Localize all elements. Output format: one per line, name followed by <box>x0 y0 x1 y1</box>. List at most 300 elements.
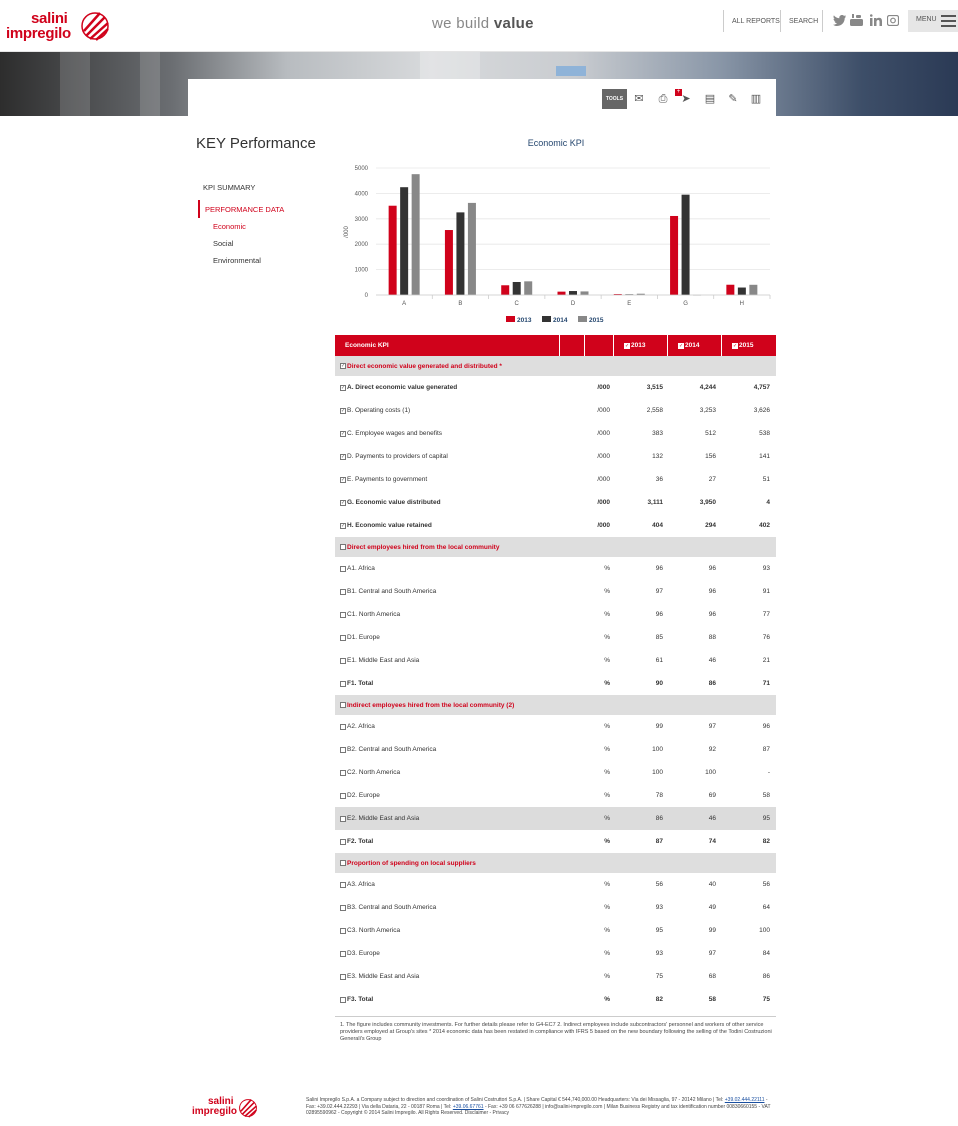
row-value-2015 <box>722 965 770 988</box>
youtube-icon[interactable] <box>850 14 863 26</box>
row-unit-text: % <box>604 769 610 776</box>
row-value-2015 <box>722 603 770 626</box>
menu-button[interactable] <box>908 10 958 32</box>
checkbox[interactable]: ✓ <box>341 499 346 506</box>
row-unit <box>570 649 610 672</box>
row-label <box>340 445 565 468</box>
row-label <box>340 491 565 514</box>
row-unit <box>570 761 610 784</box>
row-label <box>340 468 565 491</box>
row-value-2014 <box>668 468 716 491</box>
tagline-bold: value <box>493 15 534 32</box>
row-value-2013-text: 56 <box>655 881 663 888</box>
hero-stripe <box>60 52 90 116</box>
row-label-text: A1. Africa <box>347 565 375 572</box>
row-value-2015-text: 71 <box>762 680 770 687</box>
row-value-2013-text: 3,515 <box>646 384 663 391</box>
pencil-icon[interactable]: ✎ <box>728 93 738 105</box>
checkbox[interactable] <box>340 839 346 845</box>
row-label <box>340 965 565 988</box>
checkbox[interactable] <box>340 860 346 866</box>
row-label <box>340 514 565 537</box>
row-value-2014 <box>668 376 716 399</box>
section-label-text: Direct employees hired from the local community <box>347 543 500 551</box>
row-unit <box>570 422 610 445</box>
row-value-2013 <box>615 376 663 399</box>
row-unit <box>570 965 610 988</box>
table-row <box>335 649 776 672</box>
row-unit-text: % <box>604 838 610 845</box>
row-value-2015-text: 56 <box>762 881 770 888</box>
row-unit-text: % <box>604 904 610 911</box>
checkbox[interactable]: ✓ <box>679 342 684 349</box>
header-year-2013-text: 2013 <box>631 342 646 349</box>
logo-text-salini: salini <box>31 10 68 27</box>
row-value-2013-text: 383 <box>652 430 663 437</box>
table-section-row <box>335 853 776 873</box>
page-title: KEY Performance <box>196 135 316 152</box>
row-value-2014 <box>668 626 716 649</box>
nav-active-indicator <box>198 200 200 218</box>
bar-2014-H <box>738 288 746 295</box>
table-row <box>335 580 776 603</box>
checkbox[interactable]: ✓ <box>733 342 738 349</box>
row-value-2015-text: - <box>767 769 770 776</box>
checkbox[interactable] <box>340 747 346 753</box>
checkbox[interactable] <box>340 544 346 550</box>
x-tick-label: G <box>683 301 688 307</box>
checkbox[interactable] <box>340 793 346 799</box>
x-tick-label: D <box>570 301 576 307</box>
row-value-2014 <box>668 557 716 580</box>
table-row <box>335 873 776 896</box>
row-value-2014-text: 96 <box>708 611 716 618</box>
row-value-2014 <box>668 715 716 738</box>
add-icon[interactable]: + <box>676 89 681 95</box>
row-value-2013 <box>615 557 663 580</box>
row-value-2015 <box>722 830 770 853</box>
row-value-2013 <box>615 761 663 784</box>
camera-icon[interactable] <box>887 15 899 26</box>
share-icon[interactable]: ➤ <box>681 93 691 105</box>
row-value-2013-text: 96 <box>655 565 663 572</box>
row-label-text: C1. North America <box>347 611 401 618</box>
tagline-prefix: we build <box>432 15 494 32</box>
checkbox[interactable] <box>340 724 346 730</box>
row-label-text: C2. North America <box>347 769 401 776</box>
row-unit-text: /000 <box>597 499 610 506</box>
table-row <box>335 445 776 468</box>
table-row <box>335 399 776 422</box>
table-row <box>335 738 776 761</box>
footer-logo[interactable] <box>192 1097 262 1119</box>
logo-swirl-icon <box>80 9 110 43</box>
table-row <box>335 672 776 695</box>
row-value-2013 <box>615 514 663 537</box>
row-unit <box>570 603 610 626</box>
row-value-2015 <box>722 942 770 965</box>
row-value-2013 <box>615 784 663 807</box>
row-value-2013-text: 97 <box>655 588 663 595</box>
logo-text-impregilo: impregilo <box>6 25 71 42</box>
row-value-2014 <box>668 965 716 988</box>
row-value-2015-text: 76 <box>762 634 770 641</box>
section-label <box>340 537 770 557</box>
print-icon[interactable]: ⎙ <box>658 93 668 105</box>
menu-label: MENU <box>916 16 937 23</box>
nav-economic[interactable]: Economic <box>213 222 246 231</box>
row-value-2014 <box>668 399 716 422</box>
row-label <box>340 376 565 399</box>
checkbox[interactable] <box>340 816 346 822</box>
row-value-2015 <box>722 557 770 580</box>
row-label <box>340 919 565 942</box>
bar-2014-A <box>400 187 408 295</box>
row-value-2013-text: 96 <box>655 611 663 618</box>
row-value-2015 <box>722 988 770 1011</box>
table-row <box>335 491 776 514</box>
row-value-2013-text: 3,111 <box>647 499 663 506</box>
legend-label-2014: 2014 <box>553 317 568 324</box>
x-tick-label: H <box>739 301 745 307</box>
row-unit-text: % <box>604 588 610 595</box>
hamburger-icon <box>941 15 956 27</box>
row-label <box>340 738 565 761</box>
row-value-2013 <box>615 988 663 1011</box>
row-value-2015-text: 100 <box>759 927 770 934</box>
row-value-2014 <box>668 807 716 830</box>
checkbox[interactable] <box>340 589 346 595</box>
row-value-2013 <box>615 649 663 672</box>
row-value-2014 <box>668 580 716 603</box>
footer-phone-link[interactable]: +39.06.67761 <box>452 1103 484 1110</box>
table-row <box>335 942 776 965</box>
column-divider <box>584 335 585 356</box>
row-value-2015-text: 87 <box>762 746 770 753</box>
header-label <box>345 335 545 356</box>
row-unit-text: % <box>604 950 610 957</box>
row-value-2014-text: 4,244 <box>699 384 716 391</box>
tools-button[interactable]: TOOLS <box>602 89 627 109</box>
row-unit <box>570 715 610 738</box>
row-value-2015-text: 91 <box>762 588 770 595</box>
table-row <box>335 761 776 784</box>
checkbox[interactable] <box>340 702 346 708</box>
document-icon[interactable]: ▤ <box>704 93 716 105</box>
row-value-2014 <box>668 761 716 784</box>
row-label <box>340 873 565 896</box>
row-label <box>340 557 565 580</box>
row-value-2015-text: 58 <box>762 792 770 799</box>
section-label-text: Indirect employees hired from the local community (2) <box>347 701 515 709</box>
row-value-2015-text: 538 <box>759 430 770 437</box>
row-label-text: D3. Europe <box>347 950 380 957</box>
checkbox[interactable]: ✓ <box>341 476 346 483</box>
column-divider <box>559 335 560 356</box>
row-label <box>340 784 565 807</box>
row-value-2014-text: 97 <box>708 723 716 730</box>
table-row <box>335 965 776 988</box>
table-row <box>335 919 776 942</box>
checkbox[interactable]: ✓ <box>341 430 346 437</box>
row-value-2013 <box>615 919 663 942</box>
row-unit-text: /000 <box>597 384 610 391</box>
checkbox[interactable] <box>340 951 346 957</box>
row-value-2015-text: 402 <box>759 522 770 529</box>
chart-title: Economic KPI <box>527 138 585 148</box>
bar-2015-D <box>581 291 589 295</box>
twitter-icon[interactable] <box>833 15 846 26</box>
row-unit-text: /000 <box>597 476 610 483</box>
row-value-2013 <box>615 399 663 422</box>
row-unit <box>570 738 610 761</box>
nav-social[interactable]: Social <box>213 239 234 248</box>
row-label <box>340 942 565 965</box>
row-label <box>340 626 565 649</box>
x-tick-label: B <box>458 301 463 307</box>
tools-bar <box>188 79 776 116</box>
row-value-2015 <box>722 422 770 445</box>
checkbox[interactable] <box>340 882 346 888</box>
row-value-2014 <box>668 830 716 853</box>
row-value-2013-text: 36 <box>655 476 663 483</box>
checkbox[interactable] <box>340 974 346 980</box>
row-value-2013 <box>615 715 663 738</box>
row-value-2015 <box>722 468 770 491</box>
row-value-2015-text: 96 <box>762 723 770 730</box>
checkbox[interactable] <box>340 635 346 641</box>
row-label <box>340 830 565 853</box>
row-value-2015 <box>722 761 770 784</box>
row-unit <box>570 580 610 603</box>
row-value-2015 <box>722 738 770 761</box>
row-label <box>340 761 565 784</box>
row-value-2015-text: 86 <box>762 973 770 980</box>
table-row <box>335 830 776 853</box>
row-unit-text: % <box>604 792 610 799</box>
row-value-2014-text: 96 <box>708 565 716 572</box>
comment-icon[interactable]: ✉ <box>634 93 644 105</box>
row-value-2015 <box>722 715 770 738</box>
checkbox[interactable] <box>340 770 346 776</box>
economic-kpi-chart <box>336 155 776 330</box>
nav-kpi-summary[interactable]: KPI SUMMARY <box>203 183 256 192</box>
row-label-text: A3. Africa <box>347 881 375 888</box>
search-link[interactable]: SEARCH <box>789 18 819 25</box>
bar-2013-H <box>726 285 734 295</box>
footer-logo-text-impregilo: impregilo <box>192 1106 238 1117</box>
row-value-2015-text: 75 <box>762 996 770 1003</box>
row-value-2014 <box>668 896 716 919</box>
table-row <box>335 603 776 626</box>
checkbox[interactable] <box>340 612 346 618</box>
row-value-2013 <box>615 942 663 965</box>
footer-text-part: - Fax: +39.02.444.22293 | Via della Dataria, 22 - 00187 Roma | Tel: <box>306 1097 768 1110</box>
table-section-row <box>335 356 776 376</box>
row-value-2014-text: 294 <box>705 522 716 529</box>
legend-label-2015: 2015 <box>589 317 604 324</box>
row-unit-text: % <box>604 634 610 641</box>
table-section-row <box>335 537 776 557</box>
row-unit-text: /000 <box>597 407 610 414</box>
checkbox[interactable] <box>340 928 346 934</box>
x-tick-label: A <box>402 301 407 307</box>
all-reports-link[interactable]: ALL REPORTS <box>732 18 780 25</box>
checkbox[interactable] <box>340 681 346 687</box>
checkbox[interactable]: ✓ <box>341 363 346 369</box>
row-value-2014-text: 69 <box>708 792 716 799</box>
row-value-2015-text: 4,757 <box>753 384 770 391</box>
row-unit-text: % <box>604 680 610 687</box>
row-label-text: A2. Africa <box>347 723 375 730</box>
row-value-2015 <box>722 649 770 672</box>
row-value-2013-text: 85 <box>655 634 663 641</box>
checkbox[interactable]: ✓ <box>341 407 346 414</box>
legend-label-2013: 2013 <box>517 317 532 324</box>
y-tick-label: 3000 <box>354 216 368 223</box>
bar-chart-icon[interactable]: ▥ <box>750 93 762 105</box>
row-value-2013-text: 2,558 <box>646 407 663 414</box>
row-value-2013-text: 100 <box>652 746 663 753</box>
footer-text-part: - Fax: +39 06 677626288 | info@salini-impregilo.com | Milan Business Registry and tax identification number 00830660155 - VAT 02895590962 - Copyright © 2014 Salini Impregilo. All Rights Reserved. Disclaimer - Privacy <box>306 1103 771 1116</box>
row-label <box>340 715 565 738</box>
row-value-2015 <box>722 784 770 807</box>
linkedin-icon[interactable] <box>870 14 882 26</box>
row-value-2013 <box>615 580 663 603</box>
row-value-2014-text: 46 <box>708 657 716 664</box>
row-unit <box>570 896 610 919</box>
section-label <box>340 853 770 873</box>
row-label <box>340 422 565 445</box>
row-value-2014 <box>668 445 716 468</box>
row-value-2014-text: 3,253 <box>699 407 716 414</box>
row-value-2013 <box>615 626 663 649</box>
row-label <box>340 988 565 1011</box>
row-unit <box>570 807 610 830</box>
y-tick-label: 1000 <box>354 267 368 274</box>
row-value-2014 <box>668 942 716 965</box>
row-value-2013-text: 404 <box>652 522 663 529</box>
row-value-2013 <box>615 491 663 514</box>
bar-2013-G <box>670 216 678 295</box>
row-unit-text: % <box>604 611 610 618</box>
checkbox[interactable]: ✓ <box>341 384 346 391</box>
checkbox[interactable] <box>340 905 346 911</box>
row-value-2015-text: 64 <box>762 904 770 911</box>
header-divider <box>822 10 823 32</box>
row-label-text: F1. Total <box>347 680 374 687</box>
row-value-2013 <box>615 965 663 988</box>
row-value-2013-text: 93 <box>655 950 663 957</box>
row-value-2014-text: 92 <box>708 746 716 753</box>
checkbox[interactable]: ✓ <box>341 522 346 529</box>
checkbox[interactable] <box>340 997 346 1003</box>
table-row <box>335 376 776 399</box>
row-value-2015-text: 4 <box>766 499 770 506</box>
row-label <box>340 896 565 919</box>
row-label-text: G. Economic value distributed <box>347 499 441 506</box>
row-label-text: E1. Middle East and Asia <box>347 657 420 664</box>
row-value-2014 <box>668 603 716 626</box>
checkbox[interactable]: ✓ <box>341 453 346 460</box>
row-value-2014 <box>668 491 716 514</box>
hero-window <box>556 66 586 76</box>
row-value-2014-text: 100 <box>705 769 716 776</box>
footer-phone-link[interactable]: +39.02.444.22111 <box>724 1097 765 1103</box>
row-label-text: F2. Total <box>347 838 374 845</box>
footer-legal-text <box>306 1097 776 1117</box>
row-unit <box>570 557 610 580</box>
header-year-2014 <box>678 335 724 356</box>
row-value-2014-text: 58 <box>708 996 716 1003</box>
footnote: 1. The figure includes community investments. For further details please refer to G4-EC7 2. Indirect employees include subcontractors' personnel and workers of other service providers employed at Group's sites * 2014 economic data has been restated in compliance with IFRS 5 based on the new boundary following the selling of the Todini Costruzioni Generali's Group <box>340 1022 772 1042</box>
salini-impregilo-logo[interactable] <box>6 8 106 44</box>
row-value-2015-text: 93 <box>762 565 770 572</box>
row-unit-text: % <box>604 746 610 753</box>
row-value-2013 <box>615 873 663 896</box>
nav-performance-data[interactable]: PERFORMANCE DATA <box>205 205 285 214</box>
legend-swatch-2015 <box>578 316 587 322</box>
header-year-2015 <box>732 335 778 356</box>
table-row <box>335 896 776 919</box>
row-value-2014-text: 96 <box>708 588 716 595</box>
table-row <box>335 807 776 830</box>
row-value-2013 <box>615 830 663 853</box>
footer-logo-text-salini: salini <box>208 1096 234 1107</box>
row-value-2015 <box>722 580 770 603</box>
section-label-text: Direct economic value generated and distributed * <box>347 362 502 370</box>
row-value-2013-text: 99 <box>655 723 663 730</box>
row-unit-text: % <box>604 927 610 934</box>
row-value-2013-text: 86 <box>655 815 663 822</box>
row-unit-text: % <box>604 565 610 572</box>
nav-environmental[interactable]: Environmental <box>213 256 261 265</box>
row-unit-text: % <box>604 815 610 822</box>
row-value-2013-text: 75 <box>655 973 663 980</box>
row-value-2014 <box>668 919 716 942</box>
row-label <box>340 649 565 672</box>
row-unit <box>570 626 610 649</box>
row-unit-text: /000 <box>597 430 610 437</box>
row-value-2013 <box>615 807 663 830</box>
checkbox[interactable] <box>340 658 346 664</box>
row-label-text: A. Direct economic value generated <box>347 384 458 391</box>
table-row <box>335 422 776 445</box>
checkbox[interactable]: ✓ <box>625 342 630 349</box>
column-divider <box>613 335 614 356</box>
row-value-2014-text: 27 <box>708 476 716 483</box>
row-label <box>340 672 565 695</box>
table-row <box>335 557 776 580</box>
row-label-text: C. Employee wages and benefits <box>347 430 443 437</box>
row-label-text: B. Operating costs (1) <box>347 407 411 414</box>
hero-stripe <box>140 52 160 116</box>
checkbox[interactable] <box>340 566 346 572</box>
row-label-text: D2. Europe <box>347 792 380 799</box>
row-value-2015 <box>722 626 770 649</box>
row-unit <box>570 672 610 695</box>
row-value-2013 <box>615 672 663 695</box>
row-label-text: C3. North America <box>347 927 401 934</box>
row-label-text: D1. Europe <box>347 634 380 641</box>
row-value-2015-text: 95 <box>762 815 770 822</box>
row-value-2013-text: 87 <box>655 838 663 845</box>
row-value-2014-text: 512 <box>705 430 716 437</box>
bar-2015-C <box>524 281 532 295</box>
row-value-2014-text: 97 <box>708 950 716 957</box>
row-label-text: B3. Central and South America <box>347 904 437 911</box>
row-value-2014-text: 3,950 <box>699 499 716 506</box>
